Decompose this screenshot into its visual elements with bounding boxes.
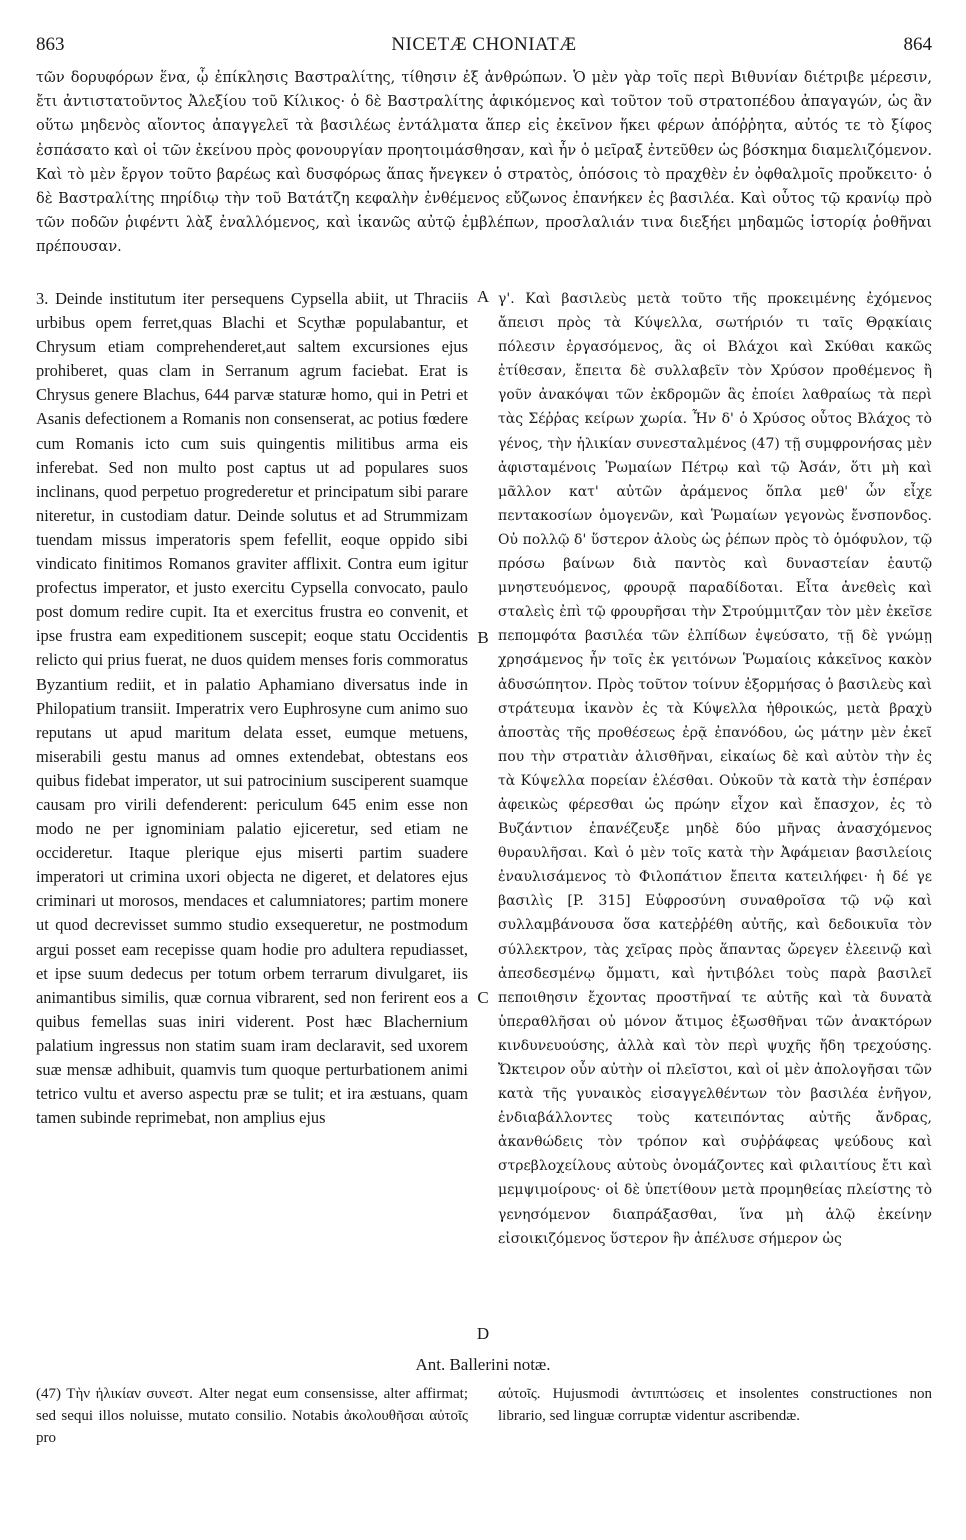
- footnote-left-column: (47) Τὴν ἡλικίαν συνεστ. Alter negat eum consensisse, alter affirmat; sed sequi illos noluisse, mutato consilio. Notabis ἀκολουθῆσαι αὐτοῖς pro: [36, 1386, 468, 1446]
- greek-top-paragraph: τῶν δορυφόρων ἕνα, ᾧ ἐπίκλησις Βαστραλίτης, τίθησιν ἐξ ἀνθρώπων. Ὁ μὲν γὰρ τοῖς περὶ Βιθυνίαν διέτριβε μέρεσιν, ἔτι ἀντιστατοῦντος Ἀλεξίου τοῦ Κίλικος· ὁ δὲ Βαστραλίτης ἀφικόμενος καὶ τοῦτον τοῦ στρατοπέδου ἀπαγαγών, ὡς ἂν οὕτω μηδενὸς αἴοντος ἀπαγγελεῖ τὰ βασιλέως ἐντάλματα ἅπερ εἰς ἐκεῖνον ἥκει φέρων ἀπόῤῥητα, αὐτός τε τὸ ξίφος ἐσπάσατο καὶ οἱ τῶν ἐκείνου πρὸς φονουργίαν προητοιμάσθησαν, καὶ ἦν ὁ μεῖραξ ἐντεῦθεν ὡς βόσκημα διαμελιζόμενον. Καὶ τὸ μὲν ἔργον τοῦτο βαρέως καὶ δυσφόρως ἅπας ἤνεγκεν ὁ στρατὸς, ὁπόσοις τὸ πραχθὲν ἐν ὀφθαλμοῖς προὔκειτο· ὁ δὲ Βαστραλίτης πηρίδιῳ τὴν τοῦ Βατάτζη κεφαλὴν ἐνθέμενος εὔζωνος ἐπανήκεν ἐς βασιλέα. Καὶ οὗτος τῷ κρανίῳ πρὸ τῶν ποδῶν ῥιφέντι λὰξ ἐναλλόμενος, καὶ ἱκανῶς αὐτῷ ἐμβλέπων, προσλαλιάν τινα διεξήει μηδαμῶς ἱστορίᾳ ῥοθῆναι πρέπουσαν.: [36, 70, 932, 256]
- page-header: [36, 34, 932, 58]
- latin-translation-column: 3. Deinde institutum iter persequens Cypsella abiit, ut Thraciis urbibus opem ferret,quas Blachi et Scythæ populabantur, et Chrysum etiam comprehenderet,aut saltem excursiones ejus prohiberet, quas clam in Serranum agrum faciebat. Erat is Chrysus genere Blachus, 644 parvæ staturæ homo, qui in Petri et Asanis defectionem a Romanis non consenserat, ac potius fœdere cum Romanis icto cum suis quingentis militibus arma eis inferebat. Sed non multo post captus ut ad populares suos inclinans, quod perpetuo progrederetur et principatum sibi parare niteretur, in custodiam datur. Deinde solutus et ad Strummizam tuendam missus imperatoris spem fefellit, eoque oppido sibi vindicato finitimos Romanos graviter afflixit. Contra eum igitur profectus imperator, et justo exercitu Cypsella convocato, paulo post domum redire cupit. Ita et exercitus frustra eo convenit, et ipse frustra eam expeditionem suscepit; eoque statu Occidentis relicto qui prius fuerat, ne duos quidem menses foris commoratus Byzantium rediit, et in palatio Aphamiano diversatus inde in Philopatium transiit. Imperatrix vero Euphrosyne cum animo suo reputans ut apud maritum delata esset, eumque metuens, miserabili gestu manus ad omnes extendebat, obtestans eos quibus fidebat imperator, ut sui patrocinium susciperent suamque causam pro virili defenderent: periculum 645 enim esse non modo ne per ignominiam palatio ejiceretur, sed etiam ne occideretur. Itaque plerique ejus miserti partim suadere imperatori ut crimina uxori objecta ne digeret, et delatores ejus criminari ut morosos, mendaces et calumniatores; partim monere ut quod decrevisset summo studio exsequeretur, ne postmodum argui posset eam recepisse quam hodie pro adultera repudiasset, et ipse suum dedecus per totum orbem terrarum divulgaret, iis animantibus similis, quæ cornua vibrarent, sed non ferirent eos a quibus femellas suas iniri viderent. Post hæc Blachernium palatium ingressus non statim suam iram declaravit, sed uxorem suæ mensæ adhibuit, quamvis tum quoque perturbationem animi tetrico vultu et averso aspectu præ se tulit; et ira æstuans, quam tamen subinde reprimebat, non amplius ejus: [36, 289, 468, 1128]
- section-marker-d: D: [476, 1324, 490, 1343]
- left-page-number: 863: [36, 34, 65, 55]
- section-marker-c: C: [477, 988, 489, 1007]
- right-page-number: 864: [903, 34, 932, 55]
- notes-heading: Ant. Ballerini notæ.: [415, 1355, 551, 1374]
- running-title: NICETÆ CHONIATÆ: [391, 34, 577, 55]
- section-marker-a: A: [476, 287, 490, 306]
- greek-text-column: γ'. Καὶ βασιλεὺς μετὰ τοῦτο τῆς προκειμένης ἐχόμενος ἄπεισι πρὸς τὰ Κύψελλα, σωτήριόν τι ταῖς Θρᾳκίαις πόλεσιν ἐργασόμενος, ἃς οἱ Βλάχοι καὶ Σκύθαι κακῶς ἐτίθεσαν, ἔπειτα δὲ συλλαβεῖν τὸν Χρύσον προθέμενος ἢ γοῦν ἀνακόψαι τῶν ἐκδρομῶν ἃς ἐποίει λαθραίως τὰ περὶ τὰς Σέῤῥας κείρων χωρία. Ἦν δ' ὁ Χρύσος οὗτος Βλάχος τὸ γένος, τὴν ἡλικίαν συνεσταλμένος (47) τῇ συμφρονήσας μὲν ἀφισταμένοις Ῥωμαίων Πέτρῳ καὶ τῷ Ἀσάν, ὅτι μὴ καὶ μᾶλλον κατ' αὐτῶν ἀράμενος ὅπλα μεθ' ὧν εἶχε πεντακοσίων ὁμογενῶν, καὶ Ῥωμαίων γεγονὼς ἔνσπονδος. Οὐ πολλῷ δ' ὕστερον ἁλοὺς ὡς ῥέπων πρὸς τὸ ὁμόφυλον, τῷ πρόσω βαίνων διὰ παντὸς καὶ δυναστείαν ἑαυτῷ μνηστευόμενος, φρουρᾷ παραδίδοται. Εἶτα ἀνεθεὶς καὶ σταλεὶς ἐπὶ τῷ φρουρῆσαι τὴν Στρούμμιτζαν τὸν μὲν ἐκεῖσε πεπομφότα βασιλέα τῶν ἐλπίδων ἐψεύσατο, τῇ δὲ γνώμῃ χρησάμενος ἦν τοῖς ἐκ γειτόνων Ῥωμαίοις κἀκεῖνος κακὸν ἀδυσώπητον. Πρὸς τοῦτον τοίνυν ἐξορμήσας ὁ βασιλεὺς καὶ στράτευμα ἱκανὸν ἐς τὰ Κύψελλα ἠθροικώς, μετὰ βραχὺ ἀποστὰς τῆς προθέσεως ἐρᾷ ἐπανόδου, ὡς μάτην μὲν ἐκεῖ που τὴν στρατιὰν ἁλισθῆναι, εἰκαίως δὲ καὶ αὐτὸν τὴν ἐς τὰ Κύψελλα πορείαν ἑλέσθαι. Οὐκοῦν τὰ κατὰ τὴν ἑσπέραν ἀφεικὼς φέρεσθαι ὡς πρώην εἶχον καὶ ἔπασχον, ἐς τὸ Βυζάντιον ἐπανέζευξε μηδὲ δύο μῆνας ἀνασχόμενος θυραυλῆσαι. Καὶ ὁ μὲν τοῖς κατὰ τὴν Ἀφάμειαν βασιλείοις ἐναυλισάμενος τὸ Φιλοπάτιον ἔπειτα κατειλήφει· ἡ δέ γε βασιλὶς [P. 315] Εὐφροσύνη συναθροῖσα τῷ νῷ καὶ συλλαμβάνουσα ὅσα κατεῤῥέθη αὐτῆς, καὶ δεδοικυῖα τὸν σύλλεκτρον, τὰς χεῖρας πρὸς ἅπαντας ὤρεγεν ἐλεεινῷ καὶ ἀπεσδεσμένῳ ὄμματι, καὶ ἠντιβόλει τοὺς παρὰ βασιλεῖ πεποιθησιν ἔχοντας προστῆναί τε αὐτῆς καὶ τὰ δυνατὰ ὑπεραθλῆσαι οὐ μόνον ἄτιμος ἐξωσθῆναι τῶν ἀνακτόρων κινδυνευούσης, ἀλλὰ καὶ τὸν περὶ ψυχῆς ἤδη τρεχούσης. Ὤκτειρον οὖν αὐτὴν οἱ πλεῖστοι, καὶ οἱ μὲν ἀπολογῆσαι τῶν κατὰ τῆς γυναικὸς εἰσαγγελθέντων τὸν βασιλέα ἐνῆγον, ἐνδιαβάλλοντες τοὺς κατειπόντας αὐτῆς ἄνδρας, ἀκανθώδεις τὸν τρόπον καὶ συῤῥάφεας ψεύδους καὶ στρεβλοχείλους αὐτοὺς ὀνομάζοντες καὶ φιλαιτίους ἔτι καὶ μεμψιμοίρους· οἱ δὲ ὑπετίθουν μετὰ προμηθείας πλείστης τὸ γενησόμενον διαπράξασθαι, ἵνα μὴ ἁλῷ ἐκείνην εἰσοικιζόμενος ὕστερον ἣν ἀπέλυσε σήμερον ὡς: [498, 291, 932, 1247]
- section-marker-b: B: [477, 628, 489, 647]
- footnote-right-column: αὐτοῖς. Hujusmodi ἀντιπτώσεις et insolentes constructiones non librario, sed linguæ corruptæ videntur ascribendæ.: [498, 1386, 932, 1424]
